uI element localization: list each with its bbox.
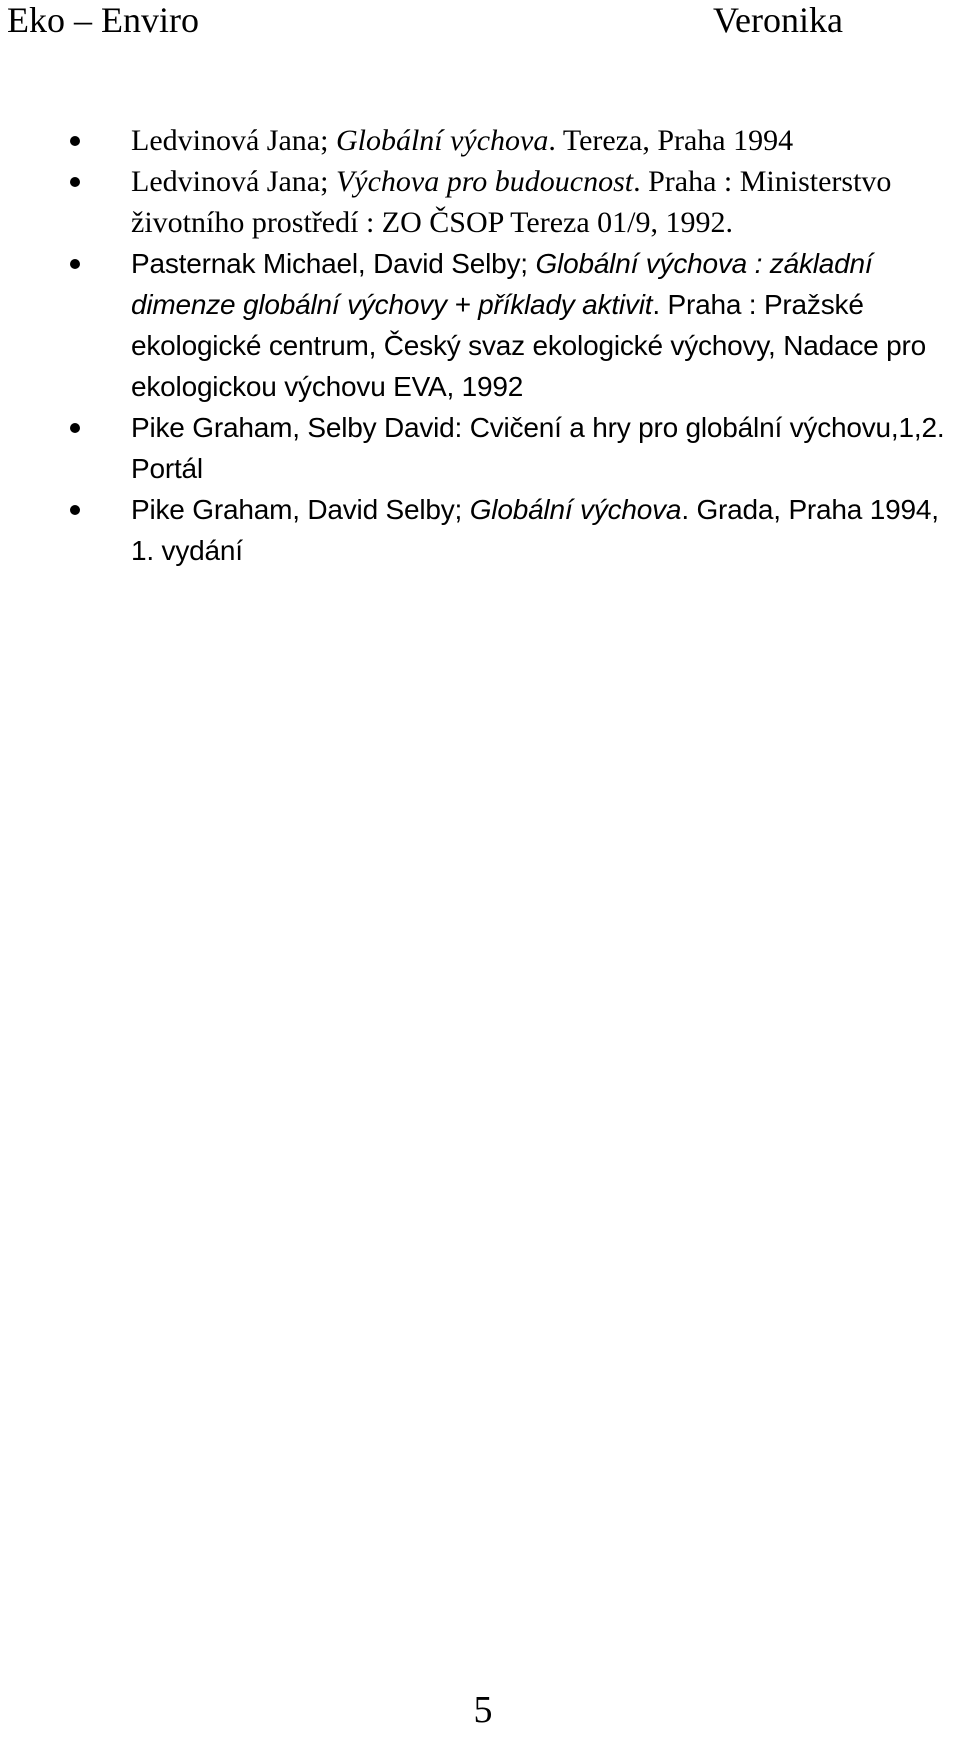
ref-author: Ledvinová Jana; bbox=[131, 165, 336, 198]
list-item bbox=[0, 407, 960, 489]
ref-title: Globální výchova : základní dimenze globální výchovy + příklady aktivit bbox=[131, 248, 873, 320]
ref-title: Výchova pro budoucnost bbox=[335, 165, 634, 198]
ref-publisher: . Grada, Praha 1994, 1. vydání bbox=[131, 494, 939, 566]
list-item bbox=[0, 489, 960, 571]
reference-list bbox=[0, 120, 960, 571]
ref-title: Globální výchova bbox=[469, 494, 682, 525]
list-item bbox=[0, 161, 960, 243]
header-author: Veronika bbox=[713, 0, 843, 40]
ref-publisher: . Praha : Ministerstvo životního prostředí : ZO ČSOP Tereza 01/9, 1992. bbox=[131, 165, 892, 239]
ref-text: Pike Graham, Selby David: Cvičení a hry pro globální výchovu,1,2. Portál bbox=[131, 412, 945, 484]
page-number: 5 bbox=[473, 1689, 493, 1731]
list-item bbox=[0, 120, 960, 161]
ref-author: Ledvinová Jana; bbox=[131, 124, 336, 157]
page-header bbox=[0, 0, 960, 50]
ref-publisher: . Tereza, Praha 1994 bbox=[548, 124, 794, 157]
ref-title: Globální výchova bbox=[335, 124, 549, 157]
header-title: Eko – Enviro bbox=[7, 0, 199, 40]
ref-author: Pike Graham, David Selby; bbox=[131, 494, 470, 525]
ref-publisher: . Praha : Pražské ekologické centrum, Český svaz ekologické výchovy, Nadace pro ekologickou výchovu EVA, 1992 bbox=[131, 289, 926, 402]
list-item bbox=[0, 243, 960, 407]
ref-author: Pasternak Michael, David Selby; bbox=[131, 248, 536, 279]
